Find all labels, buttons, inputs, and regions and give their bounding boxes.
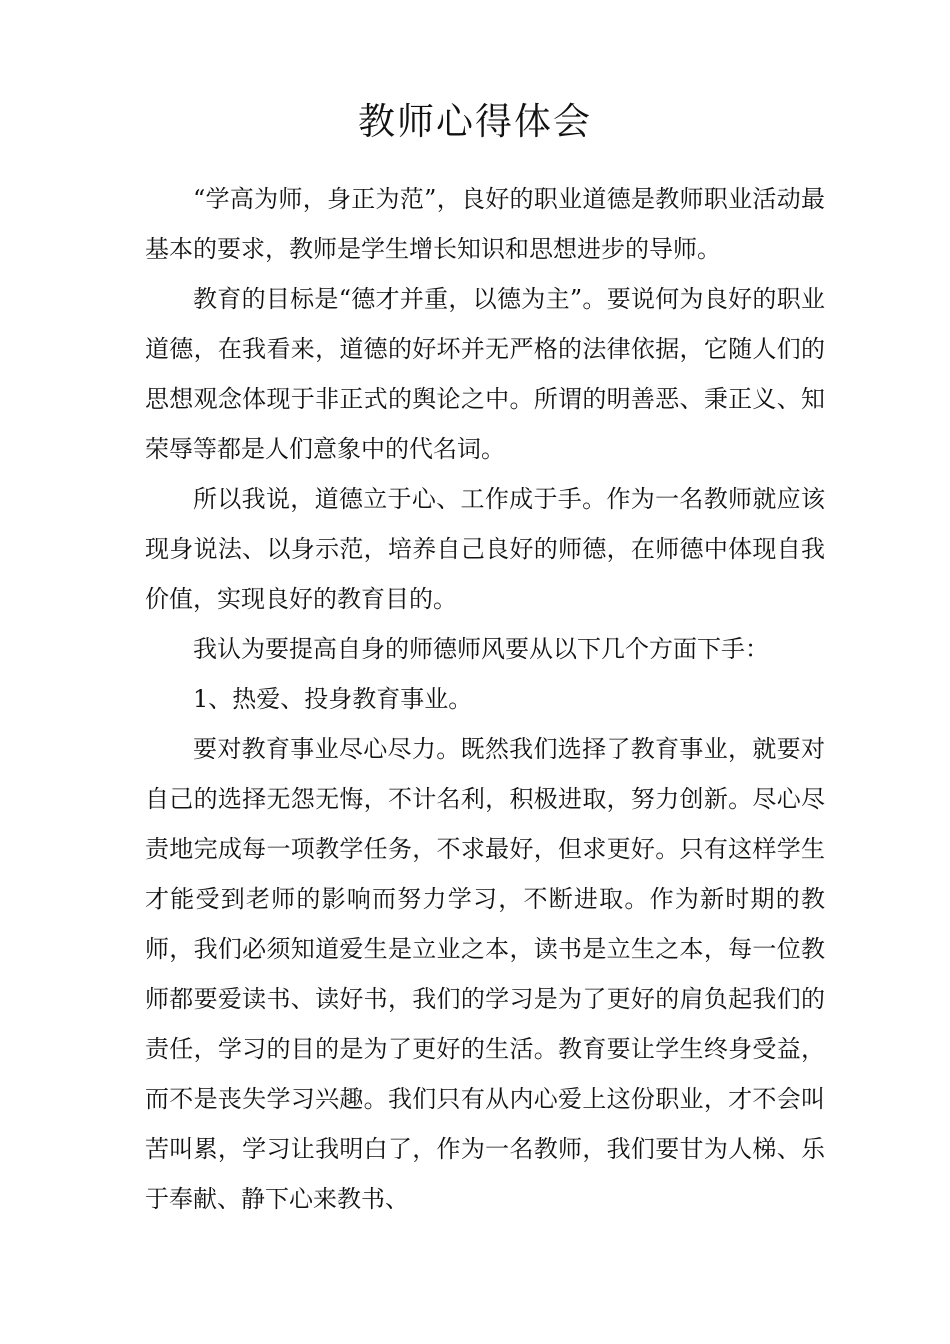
- document-title: 教师心得体会: [358, 100, 592, 143]
- paragraph-1: “学高为师，身正为范”，良好的职业道德是教师职业活动最基本的要求，教师是学生增长知识和思想进步的导师。: [145, 185, 825, 263]
- paragraph-5-heading: 1、热爱、投身教育事业。: [193, 685, 473, 713]
- paragraph-2: 教育的目标是“德才并重，以德为主”。要说何为良好的职业道德，在我看来，道德的好坏并无严格的法律依据，它随人们的思想观念体现于非正式的舆论之中。所谓的明善恶、秉正义、知荣辱等都是人们意象中的代名词。: [145, 285, 825, 463]
- paragraph-4: 我认为要提高自身的师德师风要从以下几个方面下手：: [193, 635, 769, 663]
- paragraph-3: 所以我说，道德立于心、工作成于手。作为一名教师就应该现身说法、以身示范，培养自己良好的师德，在师德中体现自我价值，实现良好的教育目的。: [145, 485, 825, 613]
- document-body: [145, 174, 825, 1224]
- paragraph-6: 要对教育事业尽心尽力。既然我们选择了教育事业，就要对自己的选择无怨无悔，不计名利，积极进取，努力创新。尽心尽责地完成每一项教学任务，不求最好，但求更好。只有这样学生才能受到老师的影响而努力学习，不断进取。作为新时期的教师，我们必须知道爱生是立业之本，读书是立生之本，每一位教师都要爱读书、读好书，我们的学习是为了更好的肩负起我们的责任，学习的目的是为了更好的生活。教育要让学生终身受益，而不是丧失学习兴趣。我们只有从内心爱上这份职业，才不会叫苦叫累，学习让我明白了，作为一名教师，我们要甘为人梯、乐于奉献、静下心来教书、: [145, 735, 825, 1213]
